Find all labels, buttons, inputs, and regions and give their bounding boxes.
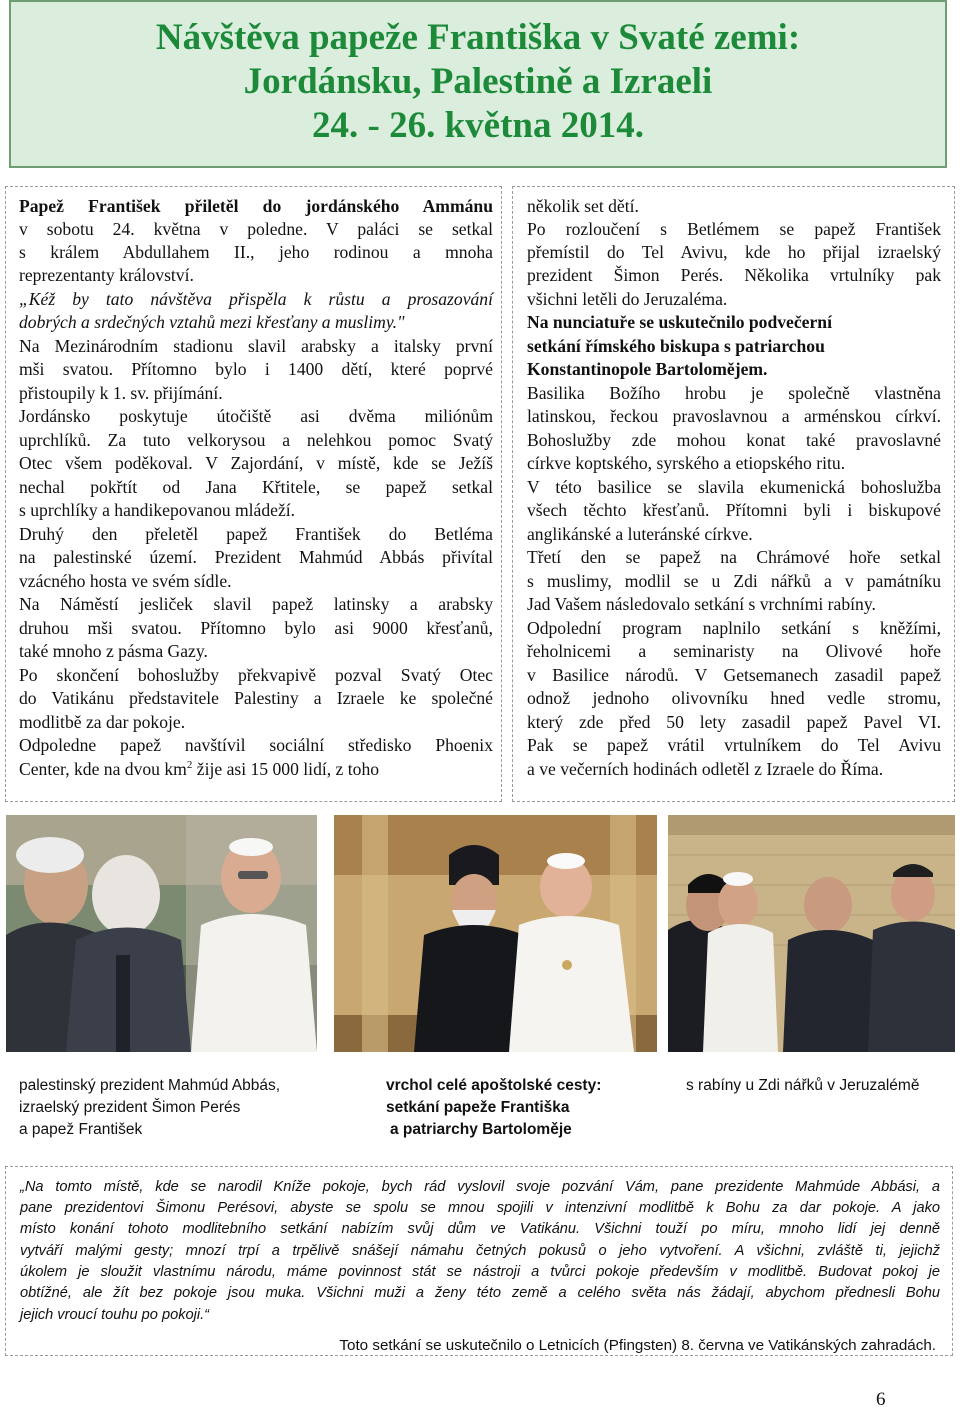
text-line: na palestinské území. Prezident Mahmúd Abbás přivítal: [19, 547, 493, 567]
caption-photo-1-line: palestinský prezident Mahmúd Abbás,: [19, 1077, 281, 1094]
quote-line: pane prezidentovi Šimonu Perésovi, abyste se spolu se mnou spojili v intenzivní modlitbě k Bohu za dar pokoje. A jako: [20, 1200, 940, 1216]
text-line: Na Náměstí jesliček slavil papež latinsky a arabsky: [19, 594, 493, 614]
caption-photo-3-line: s rabíny u Zdi nářků v Jeruzalémě: [686, 1077, 920, 1094]
text-line: do Vatikánu představitele Palestiny a Izraele ke společné: [19, 688, 493, 708]
quote-box: [5, 1166, 953, 1356]
text-line: odnož jednoho olivovníku hned vedle stromu,: [527, 688, 941, 708]
text-line: všichni letěli do Jeruzaléma.: [527, 289, 728, 309]
text-line: Po rozloučení s Betlémem se papež František: [527, 219, 941, 239]
text-line: přemístil do Tel Avivu, kde ho přijal izraelský: [527, 242, 941, 262]
page-title-line-1: Návštěva papeže Františka v Svaté zemi:: [155, 17, 801, 58]
text-line: také mnoho z pásma Gazy.: [19, 641, 208, 661]
text-line: Po skončení bohoslužby překvapivě pozval Svatý Otec: [19, 665, 493, 685]
caption-photo-2-line: a patriarchy Bartoloměje: [390, 1121, 572, 1138]
text-line: prezident Šimon Perés. Několika vrtulníky pak: [527, 265, 941, 285]
text-line: Na Mezinárodním stadionu slavil arabsky a italsky první: [19, 336, 493, 356]
text-line: s králem Abdullahem II., jeho rodinou a mnoha: [19, 242, 493, 262]
caption-photo-1-line: izraelský prezident Šimon Perés: [19, 1099, 241, 1116]
text-line: Pak se papež vrátil vrtulníkem do Tel Avivu: [527, 735, 941, 755]
text-line: anglikánské a luteránské církve.: [527, 524, 753, 544]
text-line: Jad Vašem následovalo setkání s vrchními rabíny.: [527, 594, 876, 614]
text-line: Center, kde na dvou $km^2$ žije asi 15 000 lidí, z toho: [19, 759, 380, 779]
title-box: [9, 0, 947, 168]
text-line: několik set dětí.: [527, 196, 639, 216]
bold-line: Na nunciatuře se uskutečnilo podvečerní: [527, 312, 832, 332]
page-title-dates: 24. - 26. května 2014.: [312, 105, 644, 146]
text-line: Odpolední program naplnilo setkání s kněžími,: [527, 618, 941, 638]
photo-pope-patriarch: [334, 815, 657, 1052]
caption-photo-1-line: a papež František: [19, 1121, 143, 1138]
text-line: Odpoledne papež navštívil sociální středisko Phoenix: [19, 735, 493, 755]
left-column: [5, 186, 502, 802]
quote-line: vytváří malými gesty; mnozí trpí a trpělivě snášejí námahu četných pokusů o jeho vytvoření. A všichni, zvláště ti, jejichž: [20, 1243, 940, 1259]
text-line: uprchlíků. Za tuto velkorysou a nelehkou pomoc Svatý: [19, 430, 493, 450]
quote-line: úkolem je sloužit vlastnímu národu, máme povinnost stát se nástroji a tvůrci pokoje především v modlitbě. Budovat pokoj je: [20, 1264, 940, 1280]
text-line: Druhý den přeletěl papež František do Betléma: [19, 524, 493, 544]
text-line: druhou mši svatou. Přítomno bylo asi 9000 křesťanů,: [19, 618, 493, 638]
caption-photo-2-line: vrchol celé apoštolské cesty:: [386, 1077, 602, 1094]
quote-line: místo konání tohoto modlitebního setkání nabízím svůj dům ve Vatikánu. Všichni touží po míru, mnoho lidí jej denně: [20, 1221, 940, 1237]
text-line: v Basilice národů. V Getsemanech zasadil papež: [527, 665, 941, 685]
bold-line: Konstantinopole Bartolomějem.: [527, 359, 768, 379]
text-line: reprezentanty království.: [19, 265, 194, 285]
text-line: Papež František přiletěl do jordánského Ammánu: [19, 196, 493, 216]
text-line: Basilika Božího hrobu je společně vlastněna: [527, 383, 941, 403]
bold-line: setkání římského biskupa s patriarchou: [527, 336, 825, 356]
right-column: [512, 186, 955, 802]
photo-pope-rabbis: [668, 815, 955, 1052]
text-line: který zde před 50 lety zasadil papež Pavel VI.: [527, 712, 941, 732]
text-line: přistoupily k 1. sv. přijímání.: [19, 383, 223, 403]
page-number: 6: [876, 1389, 886, 1410]
text-line: vzácného hosta ve svém sídle.: [19, 571, 232, 591]
text-line: nechal pokřtít od Jana Křtitele, se papež setkal: [19, 477, 493, 497]
photo-abbas-peres-pope: [6, 815, 317, 1052]
text-line: Třetí den se papež na Chrámové hoře setkal: [527, 547, 941, 567]
quote-note: Toto setkání se uskutečnilo o Letnicích (Pfingsten) 8. června ve Vatikánských zahradách.: [339, 1337, 936, 1354]
text-line: církve koptského, syrského a etiopského ritu.: [527, 453, 846, 473]
text-line: v sobotu 24. května v poledne. V paláci se setkal: [19, 219, 493, 239]
text-line: všech těchto křesťanů. Přítomni byli i biskupové: [527, 500, 941, 520]
text-line: Otec všem poděkoval. V Zajordání, v místě, kde se Ježíš: [19, 453, 493, 473]
superscript: 2: [186, 759, 193, 772]
text-line: a ve večerních hodinách odletěl z Izraele do Říma.: [527, 759, 884, 779]
text-line: řeholnicemi a seminaristy na Olivové hoře: [527, 641, 941, 661]
caption-photo-2-line: setkání papeže Františka: [386, 1099, 570, 1116]
text-line: s muslimy, modlil se u Zdi nářků a v památníku: [527, 571, 941, 591]
quote-line: obtížné, ale žít bez pokoje jsou muka. Všichni muži a ženy této země a celého světa nás žádají, abychom přednesli Bohu: [20, 1285, 940, 1301]
text-line: mši svatou. Přítomno bylo i 1400 dětí, které poprvé: [19, 359, 493, 379]
page-title-line-2: Jordánsku, Palestině a Izraeli: [243, 61, 713, 102]
text-line: Bohoslužby zde mohou konat také pravoslavné: [527, 430, 941, 450]
text-line: V této basilice se slavila ekumenická bohoslužba: [527, 477, 941, 497]
photo-pope-rabbis-image: [668, 815, 955, 1052]
quote-line: „Kéž by tato návštěva přispěla k růstu a prosazování: [19, 289, 493, 309]
photo-abbas-peres-pope-image: [6, 815, 317, 1052]
text-line: Jordánsko poskytuje útočiště asi dvěma miliónům: [19, 406, 493, 426]
quote-line: jejich vroucí touhu po pokoji.“: [20, 1307, 210, 1323]
text-line: latinskou, řeckou pravoslavnou a arménskou církví.: [527, 406, 941, 426]
text-line: s uprchlíky a handikepovanou mládeží.: [19, 500, 296, 520]
photo-pope-patriarch-image: [334, 815, 657, 1052]
quote-line: „Na tomto místě, kde se narodil Kníže pokoje, bych rád vyslovil svoje pozvání Vám, pane prezidente Mahmúde Abbási, a: [20, 1179, 940, 1195]
text-line: modlitbě za dar pokoje.: [19, 712, 186, 732]
quote-line: dobrých a srdečných vztahů mezi křesťany a muslimy.": [19, 312, 405, 332]
